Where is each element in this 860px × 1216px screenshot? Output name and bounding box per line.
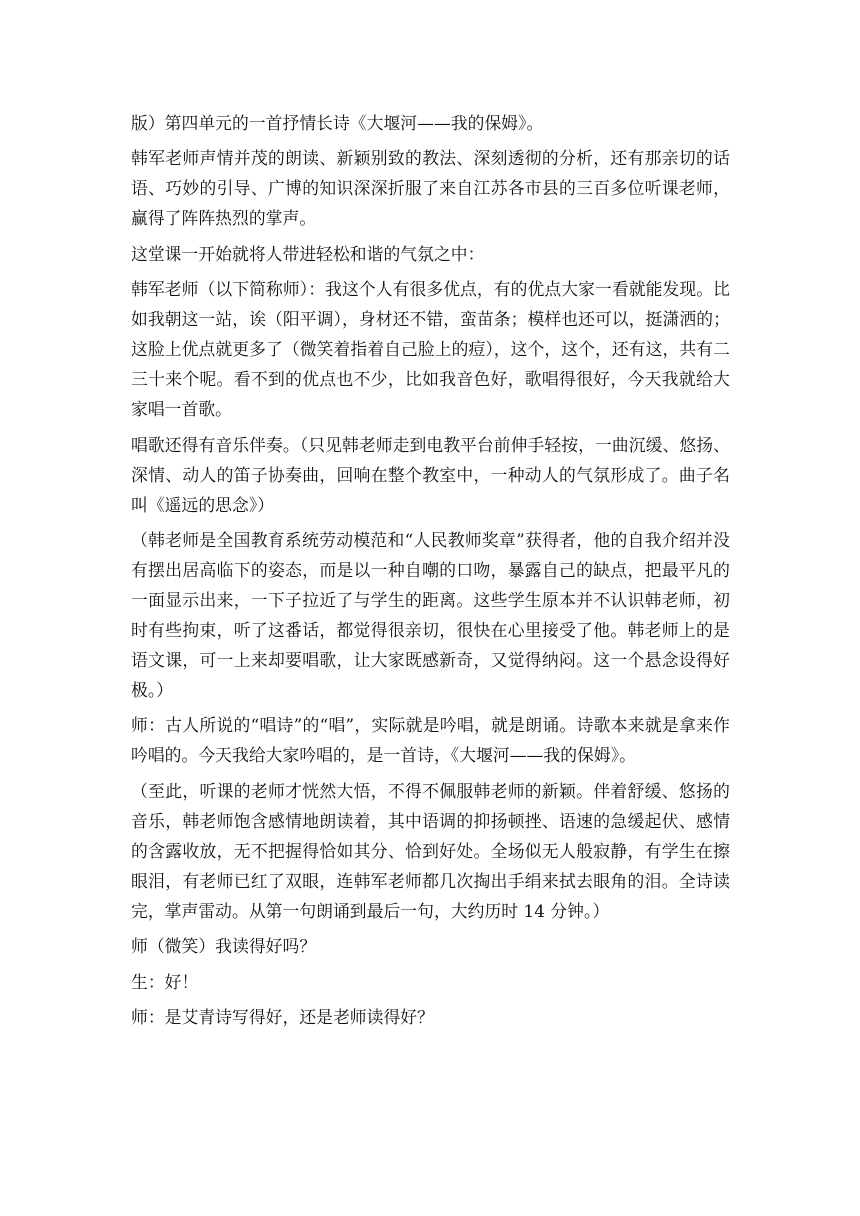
paragraph-teacher-praise: 韩军老师声情并茂的朗读、新颖别致的教法、深刻透彻的分析，还有那亲切的话语、巧妙的引导、广博的知识深深折服了来自江苏各市县的三百多位听课老师，赢得了阵阵热烈的掌声。 — [131, 148, 730, 229]
paragraph-class-atmosphere: 这堂课一开始就将人带进轻松和谐的气氛之中： — [131, 243, 485, 264]
paragraph-lesson-intro-tail: 版）第四单元的一首抒情长诗《大堰河——我的保姆》。 — [131, 113, 544, 133]
paragraph-commentary-self-intro: （韩老师是全国教育系统劳动模范和“人民教师奖章”获得者，他的自我介绍并没有摆出居高临下的姿态，而是以一种自嘲的口吻，暴露自己的缺点，把最平凡的一面显示出来，一下子拉近了与学生的距离。这些学生原本并不认识韩老师，初时有些拘束，听了这番话，都觉得很亲切，很快在心里接受了他。韩老师上的是语文课，可一上来却要唱歌，让大家既感新奇，又觉得纳闷。这一个悬念设得好极。） — [131, 529, 730, 700]
paragraph-teacher-self-intro: 韩军老师（以下简称师）：我这个人有很多优点，有的优点大家一看就能发现。比如我朝这一站，诶（阳平调），身材还不错，蛮苗条；模样也还可以，挺潇洒的；这脸上优点就更多了（微笑着指着自己脸上的痘），这个，这个，还有这，共有二三十来个呢。看不到的优点也不少，比如我音色好，歌唱得很好，今天我就给大家唱一首歌。 — [131, 279, 730, 420]
paragraph-commentary-recitation: （至此，听课的老师才恍然大悟，不得不佩服韩老师的新颖。伴着舒缓、悠扬的音乐，韩老师饱含感情地朗读着，其中语调的抑扬顿挫、语速的急缓起伏、感情的含露收放，无不把握得恰如其分、恰到好处。全场似无人般寂静，有学生在擦眼泪，有老师已红了双眼，连韩军老师都几次掏出手绢来拭去眼角的泪。全诗读完，掌声雷动。从第一句朗诵到最后一句，大约历时 14 分钟。） — [131, 780, 730, 921]
paragraph-student-answer: 生：好！ — [131, 971, 199, 992]
paragraph-music-accompaniment: 唱歌还得有音乐伴奏。（只见韩老师走到电教平台前伸手轻按，一曲沉缓、悠扬、深情、动人的笛子协奏曲，回响在整个教室中，一种动人的气氛形成了。曲子名叫《遥远的思念》） — [131, 434, 730, 515]
document-body — [131, 108, 730, 1037]
paragraph-singing-poetry: 师：古人所说的“唱诗”的“唱”，实际就是吟唱，就是朗诵。诗歌本来就是拿来作吟唱的。今天我给大家吟唱的，是一首诗，《大堰河——我的保姆》。 — [131, 715, 730, 766]
paragraph-teacher-question: 师（微笑）我读得好吗？ — [131, 936, 317, 957]
paragraph-teacher-follow-up: 师：是艾青诗写得好，还是老师读得好？ — [131, 1006, 434, 1027]
